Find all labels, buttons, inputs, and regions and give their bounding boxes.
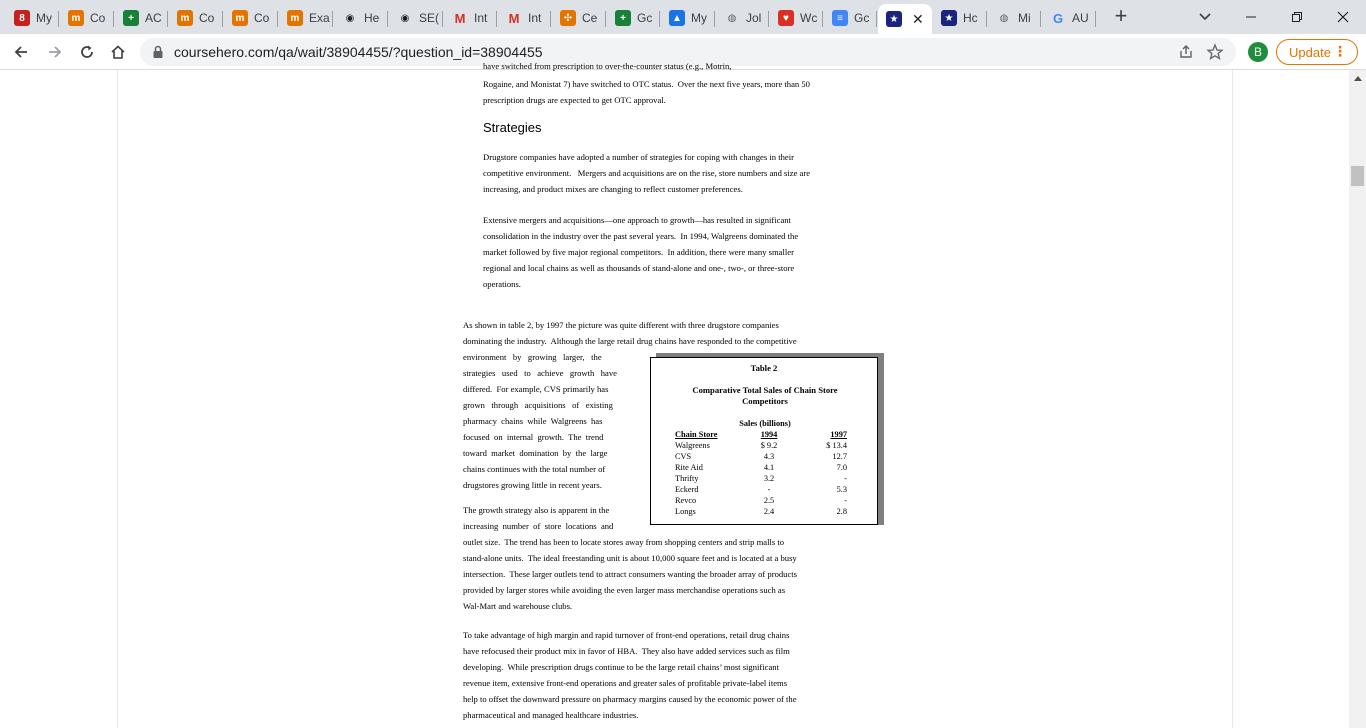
tab-separator xyxy=(986,11,987,27)
scrollbar-thumb[interactable] xyxy=(1351,166,1364,186)
table-header-row xyxy=(675,429,847,440)
tab-separator xyxy=(58,11,59,27)
table2-wrapped-text xyxy=(463,349,637,493)
update-button[interactable] xyxy=(1276,39,1358,65)
table-subtitle: Comparative Total Sales of Chain Store Competitors xyxy=(692,385,838,406)
tab-title: Wc xyxy=(800,11,818,25)
header-1994: 1994 xyxy=(760,430,778,439)
tab-separator xyxy=(714,11,715,27)
sales-1997-cell: 2.8 xyxy=(836,507,847,516)
text-line: regional and local chains as well as thousands of stand-alone and one-, two-, or three-store xyxy=(483,263,795,273)
growth-wrapped-text xyxy=(463,502,637,534)
text-line: focused on internal growth. The trend xyxy=(463,432,604,442)
tab-separator xyxy=(167,11,168,27)
tab-separator xyxy=(822,11,823,27)
browser-tab[interactable] xyxy=(607,6,660,30)
text-line: operations. xyxy=(483,279,521,289)
table-row xyxy=(675,462,847,473)
text-line: Extensive mergers and acquisitions—one approach to growth—has resulted in significant xyxy=(483,215,791,225)
text-line: developing. While prescription drugs continue to be the large retail chains’ most significant xyxy=(463,662,779,672)
front-end-paragraph xyxy=(463,627,848,723)
browser-tab[interactable] xyxy=(552,6,606,30)
chain-name-cell: Rite Aid xyxy=(675,463,703,472)
text-line: increasing, and product mixes are changing to reflect customer preferences. xyxy=(483,184,743,194)
tab-title: Jol xyxy=(746,11,762,25)
browser-tab[interactable] xyxy=(389,6,443,30)
tab-title: Int xyxy=(474,11,488,25)
table-2 xyxy=(650,357,878,525)
text-line: revenue item, extensive front-end operations and greater sales of profitable private-label items xyxy=(463,678,788,688)
text-line: help to offset the downward pressure on pharmacy margins caused by the economic power of the xyxy=(463,694,797,704)
header-chain-store: Chain Store xyxy=(675,430,718,439)
arrow-right-icon xyxy=(47,44,63,60)
arrow-left-icon xyxy=(13,44,29,60)
text-line: The growth strategy also is apparent in the xyxy=(463,505,610,515)
text-line: Wal-Mart and warehouse clubs. xyxy=(463,601,573,611)
coursehero-icon: m xyxy=(68,10,84,26)
browser-tab[interactable] xyxy=(60,6,114,30)
table-row xyxy=(675,473,847,484)
reload-button[interactable] xyxy=(76,41,98,63)
strategies-heading: Strategies xyxy=(483,120,542,135)
chain-name-cell: Eckerd xyxy=(675,485,699,494)
browser-tab[interactable] xyxy=(498,6,551,30)
browser-tab[interactable] xyxy=(661,6,715,30)
table2-intro-paragraph xyxy=(463,317,848,349)
drive-icon: ▲ xyxy=(669,10,685,26)
page-scrollbar[interactable] xyxy=(1349,70,1366,728)
tab-separator xyxy=(387,11,388,27)
text-line: toward market domination by the large xyxy=(463,448,608,458)
target-icon: ◉ xyxy=(345,12,355,24)
tab-title: Exa xyxy=(309,11,330,25)
tab-separator xyxy=(605,11,606,27)
share-icon[interactable] xyxy=(1178,44,1194,60)
text-line: To take advantage of high margin and rapid turnover of front-end operations, retail drug chains xyxy=(463,630,790,640)
browser-tab[interactable] xyxy=(279,6,333,30)
url-text[interactable]: coursehero.com/qa/wait/38904455/?question_id=38904455 xyxy=(174,44,543,60)
text-line: drugstores growing little in recent years. xyxy=(463,480,602,490)
plus-square-icon: + xyxy=(123,10,139,26)
browser-tab[interactable] xyxy=(1042,6,1096,30)
globe-icon: ◍ xyxy=(727,12,737,24)
browser-tab[interactable] xyxy=(878,4,932,34)
tab-title: Ce xyxy=(582,11,598,25)
chain-name-cell: Revco xyxy=(675,496,697,505)
sales-1994-cell: $ 9.2 xyxy=(760,441,778,450)
tab-separator xyxy=(332,11,333,27)
tab-title: Co xyxy=(254,11,270,25)
tab-title: Co xyxy=(90,11,106,25)
sales-1997-cell: 12.7 xyxy=(832,452,847,461)
gmail-icon: M xyxy=(508,10,520,26)
coursehero-icon: m xyxy=(232,10,248,26)
sales-1997-cell: 5.3 xyxy=(836,485,847,494)
browser-tab[interactable] xyxy=(444,6,497,30)
sales-1994-cell: 4.3 xyxy=(763,452,775,461)
table-title: Table 2 xyxy=(750,363,778,373)
tab-title: My xyxy=(691,11,707,25)
tab-title: AC xyxy=(145,11,162,25)
tab-separator xyxy=(277,11,278,27)
growth-paragraph xyxy=(463,534,848,614)
table-row xyxy=(675,484,847,495)
sales-1997-cell: $ 13.4 xyxy=(826,441,847,450)
text-line: Drugstore companies have adopted a number of strategies for coping with changes in their xyxy=(483,152,794,162)
tab-title: AU xyxy=(1072,11,1089,25)
sales-1994-cell: - xyxy=(767,485,771,494)
tab-separator xyxy=(113,11,114,27)
close-tab-icon[interactable]: ✕ xyxy=(912,10,924,27)
coursehero-icon: m xyxy=(177,10,193,26)
tab-title: SE( xyxy=(419,11,440,25)
globe-icon: ◍ xyxy=(999,12,1009,24)
browser-tab[interactable] xyxy=(169,6,223,30)
stop-sign-icon: 8 xyxy=(14,10,30,26)
tab-title: Mi xyxy=(1018,11,1031,25)
bookmark-star-icon[interactable] xyxy=(1206,43,1224,61)
home-icon xyxy=(110,44,126,60)
page-viewport xyxy=(0,61,1366,728)
text-line: As shown in table 2, by 1997 the picture was quite different with three drugstore companies xyxy=(463,320,779,330)
tab-strip xyxy=(0,0,1366,34)
text-line: provided by larger stores while avoiding the even larger mass merchandise operations such as xyxy=(463,585,786,595)
tab-title: Gc xyxy=(854,11,870,25)
star-badge-icon: ★ xyxy=(886,11,902,27)
target-icon: ◉ xyxy=(400,12,410,24)
minimize-icon xyxy=(1245,11,1257,23)
chain-name-cell: Longs xyxy=(675,507,696,516)
lock-icon[interactable] xyxy=(152,45,164,59)
plus-square-icon: + xyxy=(615,10,631,26)
browser-tab[interactable] xyxy=(6,6,59,30)
text-line: outlet size. The trend has been to locate stores away from shopping centers and strip malls to xyxy=(463,537,785,547)
tab-title: My xyxy=(36,11,52,25)
sales-1997-cell: - xyxy=(844,496,847,505)
star-badge-icon: ★ xyxy=(941,10,957,26)
new-tab-button[interactable]: + xyxy=(1114,3,1128,28)
tab-separator xyxy=(1095,11,1096,27)
google-icon: G xyxy=(1052,10,1064,26)
intro-paragraph xyxy=(483,76,868,108)
tab-separator xyxy=(550,11,551,27)
forward-button[interactable] xyxy=(44,41,66,63)
profile-avatar[interactable]: B xyxy=(1248,42,1268,62)
text-line: have refocused their product mix in favor of HBA. They also have added services such as film xyxy=(463,646,790,656)
sales-1997-cell: 7.0 xyxy=(836,463,847,472)
tab-title: Gc xyxy=(637,11,653,25)
tab-title: Int xyxy=(528,11,542,25)
docs-icon: ≡ xyxy=(832,10,848,26)
chain-name-cell: Thrifty xyxy=(675,474,699,483)
table-row xyxy=(675,451,847,462)
text-line: environment by growing larger, the xyxy=(463,352,602,362)
restore-button[interactable] xyxy=(1274,4,1320,30)
tab-separator xyxy=(222,11,223,27)
tab-search-chevron-icon[interactable] xyxy=(1196,8,1214,26)
tab-separator xyxy=(442,11,443,27)
text-line: prescription drugs are expected to get OTC approval. xyxy=(483,95,666,105)
browser-tab[interactable] xyxy=(933,6,987,30)
text-line: dominating the industry. Although the large retail drug chains have responded to the competitive xyxy=(463,336,797,346)
close-icon xyxy=(1337,11,1349,23)
text-line: stand-alone units. The ideal freestanding unit is about 10,000 square feet and is located at a busy xyxy=(463,553,797,563)
table-row xyxy=(675,495,847,506)
mergers-paragraph xyxy=(483,212,868,292)
chain-name-cell: Walgreens xyxy=(675,441,710,450)
tab-title: Hc xyxy=(963,11,978,25)
header-1997: 1997 xyxy=(830,430,847,439)
browser-tab[interactable] xyxy=(824,6,877,30)
sales-1994-cell: 2.5 xyxy=(763,496,775,505)
text-line: increasing number of store locations and xyxy=(463,521,614,531)
text-line: chains continues with the total number of xyxy=(463,464,606,474)
tab-title: Co xyxy=(199,11,215,25)
sparkle-icon: ✣ xyxy=(560,10,576,26)
text-line: grown through acquisitions of existing xyxy=(463,400,613,410)
text-line: intersection. These larger outlets tend to attract consumers wanting the broader array of products xyxy=(463,569,798,579)
gmail-icon: M xyxy=(454,10,466,26)
tab-title: He xyxy=(364,11,380,25)
text-line: strategies used to achieve growth have xyxy=(463,368,617,378)
browser-tab[interactable] xyxy=(716,6,769,30)
tab-separator xyxy=(876,11,877,27)
sales-1994-cell: 3.2 xyxy=(763,474,775,483)
tab-separator xyxy=(659,11,660,27)
tab-separator xyxy=(1040,11,1041,27)
browser-tab[interactable] xyxy=(224,6,278,30)
close-window-button[interactable] xyxy=(1320,4,1366,30)
text-line: differed. For example, CVS primarily has xyxy=(463,384,609,394)
restore-icon xyxy=(1291,11,1303,23)
browser-tab[interactable] xyxy=(988,6,1041,30)
text-line: consolidation in the industry over the past several years. In 1994, Walgreens dominated the xyxy=(483,231,799,241)
browser-tab[interactable] xyxy=(115,6,168,30)
text-line: pharmaceutical and managed healthcare industries. xyxy=(463,710,639,720)
browser-tab[interactable] xyxy=(770,6,823,30)
heart-icon: ♥ xyxy=(778,10,794,26)
right-margin xyxy=(1232,70,1366,728)
tab-separator xyxy=(768,11,769,27)
sales-1994-cell: 2.4 xyxy=(763,507,775,516)
tab-separator xyxy=(496,11,497,27)
browser-tab[interactable] xyxy=(334,6,388,30)
left-margin xyxy=(0,70,118,728)
minimize-button[interactable] xyxy=(1228,4,1274,30)
chain-name-cell: CVS xyxy=(675,452,692,461)
table-row xyxy=(675,506,847,517)
sales-1997-cell: - xyxy=(844,474,847,483)
text-line: competitive environment. Mergers and acquisitions are on the rise, store numbers and size are xyxy=(483,168,811,178)
scroll-up-arrow-icon[interactable] xyxy=(1354,76,1362,81)
back-button[interactable] xyxy=(10,41,32,63)
coursehero-icon: m xyxy=(287,10,303,26)
update-label: Update xyxy=(1289,44,1331,60)
strategies-paragraph xyxy=(483,149,868,197)
table-sales-label: Sales (billions) xyxy=(739,419,791,428)
sales-1994-cell: 4.1 xyxy=(763,463,775,472)
home-button[interactable] xyxy=(107,41,129,63)
text-line: market followed by five major regional competitors. In addition, there were many smaller xyxy=(483,247,794,257)
cut-off-line: have switched from prescription to over-the-counter status (e.g., Motrin, xyxy=(483,61,732,71)
text-line: Rogaine, and Monistat 7) have switched to OTC status. Over the next five years, more than 50 xyxy=(483,79,810,89)
table-row xyxy=(675,440,847,451)
text-line: pharmacy chains while Walgreens has xyxy=(463,416,603,426)
more-menu-icon[interactable]: ⋮ xyxy=(1333,43,1347,59)
reload-icon xyxy=(79,44,95,60)
